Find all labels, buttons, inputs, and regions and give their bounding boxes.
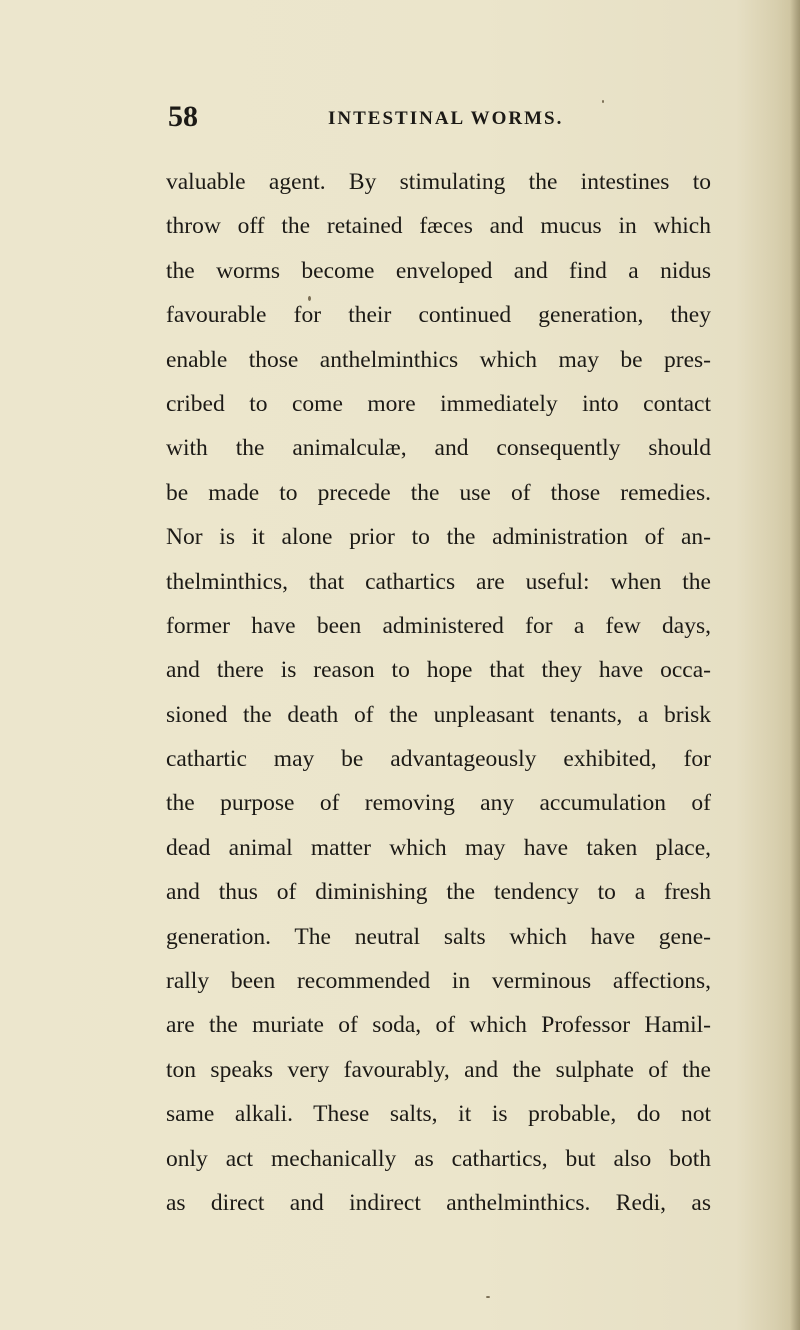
- text-line: the purpose of removing any accumulation of: [166, 790, 711, 817]
- running-head: [168, 100, 728, 140]
- text-line: throw off the retained fæces and mucus in which: [166, 213, 711, 240]
- text-line: as direct and indirect anthelminthics. Redi, as: [166, 1189, 711, 1216]
- page-edge-shadow: [790, 0, 800, 1330]
- page-number: 58: [168, 100, 198, 133]
- text-line: and thus of diminishing the tendency to a fresh: [166, 879, 711, 906]
- text-line: valuable agent. By stimulating the intestines to: [166, 169, 711, 195]
- text-line: thelminthics, that cathartics are useful: when the: [166, 568, 711, 595]
- text-line: enable those anthelminthics which may be pres-: [166, 346, 711, 373]
- text-line: generation. The neutral salts which have gene-: [166, 923, 711, 950]
- text-line: dead animal matter which may have taken place,: [166, 834, 711, 861]
- paper-speck: [486, 1296, 490, 1298]
- text-line: Nor is it alone prior to the administration of an-: [166, 524, 711, 551]
- text-line: only act mechanically as cathartics, but also both: [166, 1145, 711, 1172]
- text-line: same alkali. These salts, it is probable, do not: [166, 1101, 711, 1128]
- text-line: favourable for their continued generation, they: [166, 302, 711, 329]
- text-line: cribed to come more immediately into contact: [166, 390, 711, 417]
- text-line: sioned the death of the unpleasant tenants, a brisk: [166, 701, 711, 728]
- text-line: be made to precede the use of those remedies.: [166, 479, 711, 506]
- paper-speck: [308, 296, 311, 301]
- text-line: with the animalculæ, and consequently should: [166, 435, 711, 462]
- running-title: INTESTINAL WORMS.: [328, 108, 564, 129]
- paper-speck: [602, 100, 604, 103]
- text-line: ton speaks very favourably, and the sulphate of the: [166, 1056, 711, 1083]
- text-line: rally been recommended in verminous affections,: [166, 968, 711, 995]
- body-text: [166, 160, 711, 1225]
- text-line: are the muriate of soda, of which Professor Hamil-: [166, 1012, 711, 1039]
- text-line: former have been administered for a few days,: [166, 612, 711, 639]
- text-line: and there is reason to hope that they have occa-: [166, 657, 711, 684]
- text-line: the worms become enveloped and find a nidus: [166, 257, 711, 284]
- text-line: cathartic may be advantageously exhibited, for: [166, 746, 711, 773]
